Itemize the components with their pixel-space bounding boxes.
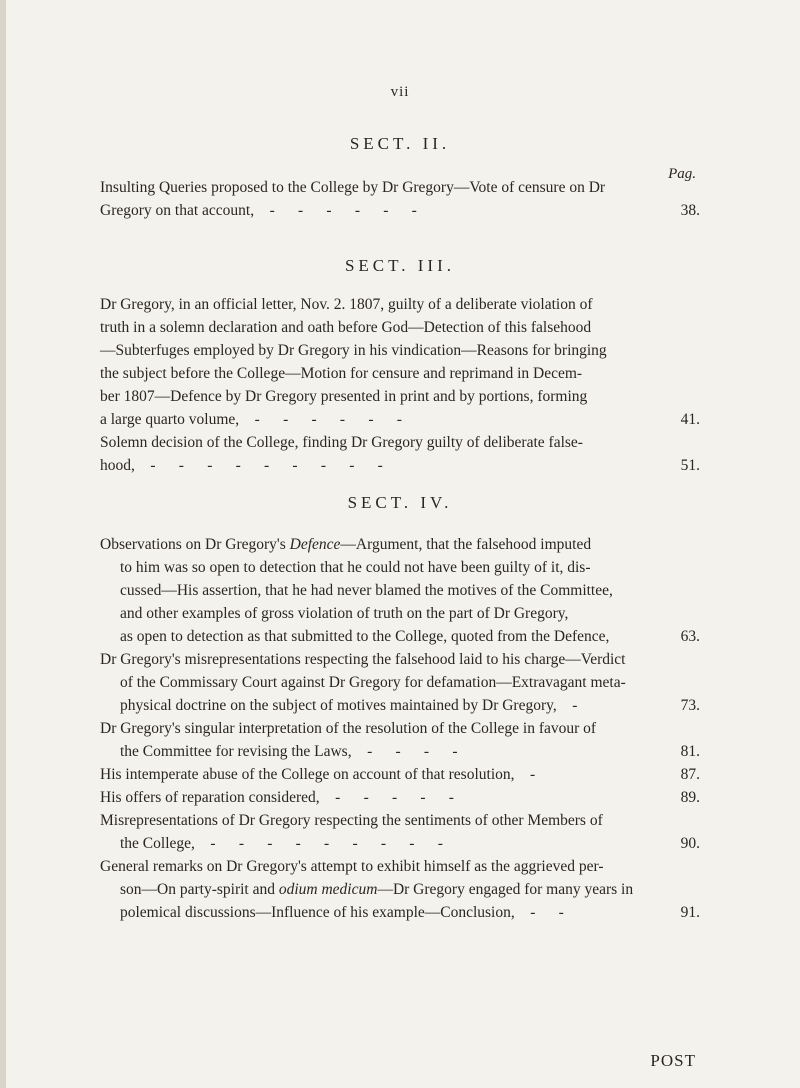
contents-line	[100, 556, 700, 579]
page-reference: 89.	[680, 789, 700, 806]
contents-line	[100, 625, 700, 648]
contents-line	[100, 694, 700, 717]
contents-line-text: polemical discussions—Influence of his example—Conclusion,	[120, 904, 515, 921]
contents-line-text: His intemperate abuse of the College on account of that resolution,	[100, 766, 515, 783]
page-reference: 51.	[680, 457, 700, 474]
page-reference: 91.	[680, 904, 700, 921]
contents-line	[100, 454, 700, 477]
section-heading-2: SECT. II.	[349, 134, 451, 153]
contents-line-text: His offers of reparation considered,	[100, 789, 320, 806]
contents-line-text: as open to detection as that submitted to the College, quoted from the Defence,	[120, 628, 610, 645]
contents-line	[100, 293, 700, 316]
dot-leader: - - - - - - - - -	[134, 457, 383, 474]
page-reference: 73.	[680, 697, 700, 714]
section-4-contents	[100, 533, 700, 924]
contents-line-text: General remarks on Dr Gregory's attempt to exhibit himself as the aggrieved per-	[100, 858, 604, 875]
contents-line-text: the Committee for revising the Laws,	[120, 743, 352, 760]
contents-line-text: —Subterfuges employed by Dr Gregory in his vindication—Reasons for bringing	[100, 342, 607, 359]
contents-line	[100, 408, 700, 431]
contents-line	[100, 786, 700, 809]
contents-line-text: son—On party-spirit and odium medicum—Dr Gregory engaged for many years in	[120, 881, 634, 898]
page-edge-shadow	[0, 0, 6, 1088]
contents-line-text: the subject before the College—Motion for censure and reprimand in Decem-	[100, 365, 583, 382]
folio-number: vii	[390, 84, 410, 100]
contents-line	[100, 385, 700, 408]
contents-line-text: hood,	[100, 457, 135, 474]
contents-line	[100, 671, 700, 694]
contents-line	[100, 362, 700, 385]
dot-leader: -	[514, 766, 536, 783]
contents-line-text: Misrepresentations of Dr Gregory respecting the sentiments of other Members of	[100, 812, 603, 829]
page-reference: 81.	[680, 743, 700, 760]
contents-line	[100, 176, 700, 199]
page-reference: 87.	[680, 766, 700, 783]
dot-leader: - - - -	[351, 743, 458, 760]
contents-line	[100, 832, 700, 855]
contents-line-text: Dr Gregory's misrepresentations respecting the falsehood laid to his charge—Verdict	[100, 651, 626, 668]
dot-leader: - - - - - - - - -	[194, 835, 443, 852]
page-reference: 90.	[680, 835, 700, 852]
contents-line-text: cussed—His assertion, that he had never blamed the motives of the Committee,	[120, 582, 613, 599]
contents-line	[100, 431, 700, 454]
contents-line	[100, 316, 700, 339]
page-reference: 63.	[680, 628, 700, 645]
dot-leader: - -	[514, 904, 564, 921]
contents-line-text: physical doctrine on the subject of motives maintained by Dr Gregory,	[120, 697, 557, 714]
contents-line-text: Observations on Dr Gregory's Defence—Argument, that the falsehood imputed	[100, 536, 592, 553]
catchword: POST	[650, 1051, 696, 1070]
page-column-label: Pag.	[668, 166, 696, 182]
section-heading-4: SECT. IV.	[347, 493, 453, 512]
contents-line	[100, 901, 700, 924]
contents-line-text: Gregory on that account,	[100, 202, 255, 219]
dot-leader: - - - - -	[319, 789, 454, 806]
contents-line	[100, 878, 700, 901]
contents-line	[100, 533, 700, 556]
page-reference: 38.	[680, 202, 700, 219]
contents-line-text: and other examples of gross violation of truth on the part of Dr Gregory,	[120, 605, 569, 622]
contents-line-text: ber 1807—Defence by Dr Gregory presented in print and by portions, forming	[100, 388, 588, 405]
dot-leader: -	[556, 697, 578, 714]
contents-line-text: truth in a solemn declaration and oath before God—Detection of this falsehood	[100, 319, 592, 336]
section-2-contents	[100, 176, 700, 222]
dot-leader: - - - - - -	[254, 202, 417, 219]
section-heading-3: SECT. III.	[344, 256, 456, 275]
contents-line-text: to him was so open to detection that he could not have been guilty of it, dis-	[120, 559, 591, 576]
contents-line-text: a large quarto volume,	[100, 411, 240, 428]
contents-line-text: Solemn decision of the College, finding Dr Gregory guilty of deliberate false-	[100, 434, 583, 451]
contents-line	[100, 855, 700, 878]
contents-line	[100, 809, 700, 832]
page-reference: 41.	[680, 411, 700, 428]
contents-line-text: Insulting Queries proposed to the College by Dr Gregory—Vote of censure on Dr	[100, 179, 606, 196]
contents-line	[100, 579, 700, 602]
contents-line	[100, 339, 700, 362]
contents-line	[100, 648, 700, 671]
contents-line	[100, 717, 700, 740]
dot-leader: - - - - - -	[239, 411, 402, 428]
contents-line	[100, 740, 700, 763]
contents-line-text: Dr Gregory's singular interpretation of the resolution of the College in favour of	[100, 720, 597, 737]
contents-line-text: the College,	[120, 835, 195, 852]
contents-line	[100, 763, 700, 786]
contents-line	[100, 199, 700, 222]
section-3-contents	[100, 293, 700, 477]
contents-line	[100, 602, 700, 625]
contents-line-text: of the Commissary Court against Dr Gregory for defamation—Extravagant meta-	[120, 674, 626, 691]
contents-line-text: Dr Gregory, in an official letter, Nov. 2. 1807, guilty of a deliberate violation of	[100, 296, 593, 313]
